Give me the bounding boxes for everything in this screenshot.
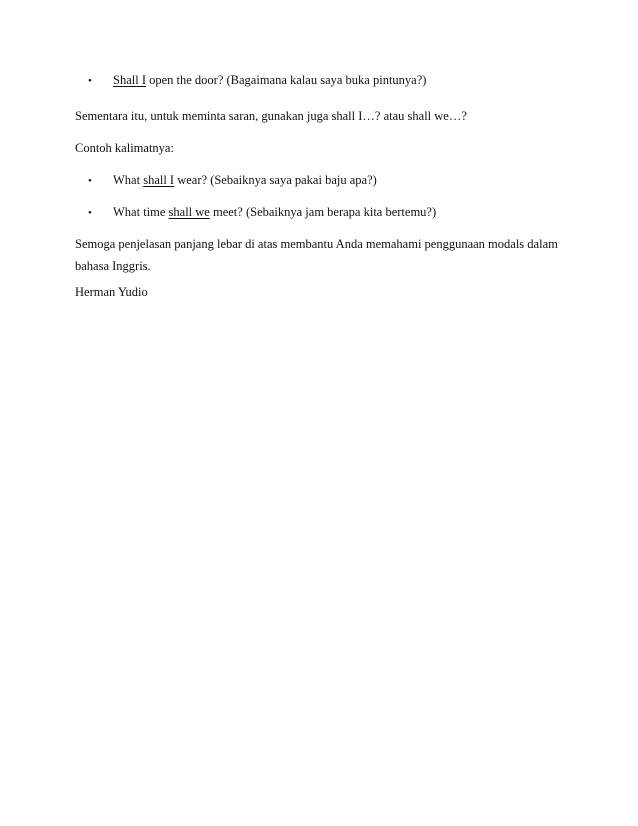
underlined-phrase: Shall I — [113, 73, 146, 87]
underlined-phrase: shall I — [143, 173, 175, 187]
list-item-text: What — [113, 173, 144, 187]
list-item-text: What time — [113, 205, 169, 219]
list-item — [88, 204, 436, 221]
list-item-text: open the door? (Bagaimana kalau saya buka pintunya?) — [145, 73, 427, 87]
underlined-phrase: shall we — [168, 205, 210, 219]
paragraph: Sementara itu, untuk meminta saran, gunakan juga shall I…? atau shall we…? — [75, 109, 467, 123]
list-item — [88, 172, 377, 189]
paragraph-line: bahasa Inggris. — [75, 259, 151, 273]
paragraph-line: Semoga penjelasan panjang lebar di atas membantu Anda memahami penggunaan modals dalam — [75, 237, 558, 251]
list-item-text: wear? (Sebaiknya saya pakai baju apa?) — [174, 173, 377, 187]
author-name: Herman Yudio — [75, 285, 148, 299]
bullet-icon: • — [88, 175, 92, 187]
list-item — [88, 72, 426, 89]
bullet-icon: • — [88, 75, 92, 87]
bullet-icon: • — [88, 207, 92, 219]
list-item-text: meet? (Sebaiknya jam berapa kita bertemu?) — [209, 205, 437, 219]
paragraph: Contoh kalimatnya: — [75, 141, 174, 155]
